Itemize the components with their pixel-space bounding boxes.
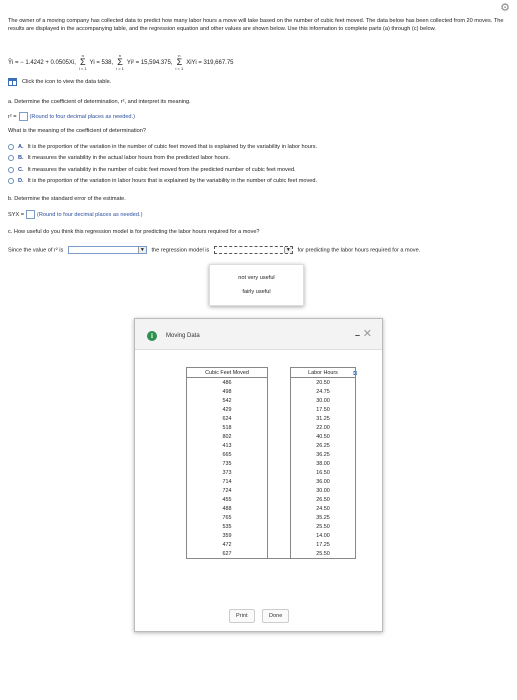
labor-hours-cell: 17.50 bbox=[291, 405, 356, 414]
settings-gear-icon[interactable]: ⚙ bbox=[500, 2, 510, 14]
cubic-feet-cell: 724 bbox=[187, 486, 268, 495]
sigma-icon: n Σ i = 1 bbox=[78, 53, 87, 71]
cubic-feet-cell: 665 bbox=[187, 450, 268, 459]
table-row bbox=[187, 423, 356, 432]
cubic-feet-cell: 627 bbox=[187, 549, 268, 559]
radio-a[interactable] bbox=[8, 144, 14, 150]
done-button[interactable]: Done bbox=[262, 609, 289, 623]
table-header-row bbox=[187, 368, 356, 378]
cubic-feet-cell: 488 bbox=[187, 504, 268, 513]
column-header: Labor Hours bbox=[291, 368, 356, 378]
sum-y: Yi = 538, bbox=[89, 59, 114, 66]
cubic-feet-cell: 498 bbox=[187, 387, 268, 396]
table-row bbox=[187, 378, 356, 388]
syx-label: SYX = bbox=[8, 211, 25, 218]
minimize-icon[interactable]: – bbox=[354, 330, 360, 340]
labor-hours-cell: 30.00 bbox=[291, 486, 356, 495]
labor-hours-cell: 16.50 bbox=[291, 468, 356, 477]
copy-data-icon[interactable]: ⧉ bbox=[353, 371, 358, 377]
close-icon[interactable]: ✕ bbox=[362, 328, 372, 340]
labor-hours-cell: 36.25 bbox=[291, 450, 356, 459]
option-d[interactable]: D. It is the proportion of the variation in labor hours that is explained by the variability in the number of cubic feet moved. bbox=[8, 178, 317, 184]
table-row bbox=[187, 405, 356, 414]
cubic-feet-cell: 518 bbox=[187, 423, 268, 432]
table-row bbox=[187, 441, 356, 450]
data-table-link[interactable] bbox=[8, 78, 111, 86]
labor-hours-cell: 26.50 bbox=[291, 495, 356, 504]
table-row bbox=[187, 387, 356, 396]
labor-hours-cell: 14.00 bbox=[291, 531, 356, 540]
table-row bbox=[187, 459, 356, 468]
sigma-icon: n Σ i = 1 bbox=[175, 53, 184, 71]
labor-hours-cell: 35.25 bbox=[291, 513, 356, 522]
r2-size-select[interactable] bbox=[68, 246, 147, 254]
option-c[interactable]: C. It measures the variability in the number of cubic feet moved from the predicted number of cubic feet moved. bbox=[8, 167, 296, 173]
cubic-feet-cell: 373 bbox=[187, 468, 268, 477]
moving-data-table bbox=[186, 367, 356, 559]
part-c-prompt: c. How useful do you think this regression model is for predicting the labor hours required for a move? bbox=[8, 229, 260, 235]
table-row bbox=[187, 540, 356, 549]
sum-xy: XiYi = 319,667.75 bbox=[186, 59, 234, 66]
part-c-answer-row: Since the value of r² is ▼ the regression model is ▼ for predicting the labor hours required for a move. bbox=[8, 247, 421, 254]
table-row bbox=[187, 495, 356, 504]
cubic-feet-cell: 714 bbox=[187, 477, 268, 486]
table-row bbox=[187, 414, 356, 423]
r2-label: r² = bbox=[8, 113, 17, 120]
modal-title: Moving Data bbox=[166, 333, 200, 339]
table-row bbox=[187, 468, 356, 477]
regression-equation bbox=[8, 54, 234, 71]
meaning-question: What is the meaning of the coefficient of determination? bbox=[8, 128, 146, 134]
labor-hours-cell: 25.50 bbox=[291, 522, 356, 531]
part-a-prompt: a. Determine the coefficient of determination, r², and interpret its meaning. bbox=[8, 99, 191, 105]
cubic-feet-cell: 542 bbox=[187, 396, 268, 405]
table-row bbox=[187, 450, 356, 459]
table-row bbox=[187, 477, 356, 486]
table-row bbox=[187, 432, 356, 441]
radio-c[interactable] bbox=[8, 167, 14, 173]
labor-hours-cell: 38.00 bbox=[291, 459, 356, 468]
labor-hours-cell: 24.50 bbox=[291, 504, 356, 513]
usefulness-dropdown-menu bbox=[209, 264, 304, 306]
radio-b[interactable] bbox=[8, 155, 14, 161]
table-row bbox=[187, 396, 356, 405]
cubic-feet-cell: 765 bbox=[187, 513, 268, 522]
labor-hours-cell: 25.50 bbox=[291, 549, 356, 559]
sigma-icon: n Σ i = 1 bbox=[116, 53, 124, 71]
cubic-feet-cell: 486 bbox=[187, 378, 268, 388]
syx-answer-row bbox=[8, 210, 142, 219]
problem-intro: The owner of a moving company has collected data to predict how many labor hours a move will take based on the number of cubic feet moved. The data below has been collected from 20 moves. The results are displayed in the accompanying table, and the regression equation and other values are shown below. Use this information to complete parts (a) through (c) below. bbox=[8, 18, 504, 32]
cubic-feet-cell: 359 bbox=[187, 531, 268, 540]
cubic-feet-cell: 802 bbox=[187, 432, 268, 441]
cubic-feet-cell: 735 bbox=[187, 459, 268, 468]
round-note: (Round to four decimal places as needed.) bbox=[37, 211, 143, 218]
syx-input[interactable] bbox=[26, 210, 35, 219]
labor-hours-cell: 26.25 bbox=[291, 441, 356, 450]
table-row bbox=[187, 522, 356, 531]
usefulness-select[interactable] bbox=[214, 246, 293, 254]
labor-hours-cell: 30.00 bbox=[291, 396, 356, 405]
r2-input[interactable] bbox=[19, 112, 28, 121]
dropdown-option[interactable]: not very useful bbox=[238, 275, 275, 281]
part-b-prompt: b. Determine the standard error of the estimate. bbox=[8, 196, 126, 202]
cubic-feet-cell: 472 bbox=[187, 540, 268, 549]
regression-line: Ŷi = − 1.4242 + 0.0505Xi, bbox=[8, 59, 76, 66]
cubic-feet-cell: 535 bbox=[187, 522, 268, 531]
column-header: Cubic Feet Moved bbox=[187, 368, 268, 378]
modal-header bbox=[135, 319, 382, 350]
labor-hours-cell: 31.25 bbox=[291, 414, 356, 423]
labor-hours-cell: 20.50 bbox=[291, 378, 356, 388]
data-link-text: Click the icon to view the data table. bbox=[22, 79, 112, 85]
option-a[interactable]: A. It is the proportion of the variation in the number of cubic feet moved that is explained by the variability in labor hours. bbox=[8, 144, 317, 150]
data-table-modal bbox=[134, 318, 383, 632]
labor-hours-cell: 40.50 bbox=[291, 432, 356, 441]
sum-y-squared: Yi² = 15,594.375, bbox=[126, 59, 173, 66]
labor-hours-cell: 22.00 bbox=[291, 423, 356, 432]
table-row bbox=[187, 549, 356, 559]
cubic-feet-cell: 624 bbox=[187, 414, 268, 423]
radio-d[interactable] bbox=[8, 178, 14, 184]
info-icon: i bbox=[147, 331, 157, 341]
round-note: (Round to four decimal places as needed.) bbox=[29, 113, 135, 120]
labor-hours-cell: 36.00 bbox=[291, 477, 356, 486]
dropdown-option[interactable]: fairly useful bbox=[242, 289, 271, 295]
table-row bbox=[187, 504, 356, 513]
data-table-icon[interactable] bbox=[8, 78, 17, 86]
print-button[interactable]: Print bbox=[229, 609, 255, 623]
option-b[interactable]: B. It measures the variability in the actual labor hours from the predicted labor hours. bbox=[8, 155, 230, 161]
chevron-down-icon[interactable]: ▼ bbox=[138, 247, 146, 253]
r2-answer-row bbox=[8, 112, 135, 121]
cubic-feet-cell: 429 bbox=[187, 405, 268, 414]
chevron-down-icon[interactable]: ▼ bbox=[284, 247, 292, 253]
cubic-feet-cell: 413 bbox=[187, 441, 268, 450]
labor-hours-cell: 24.75 bbox=[291, 387, 356, 396]
table-row bbox=[187, 486, 356, 495]
cubic-feet-cell: 455 bbox=[187, 495, 268, 504]
table-row bbox=[187, 513, 356, 522]
table-row bbox=[187, 531, 356, 540]
labor-hours-cell: 17.25 bbox=[291, 540, 356, 549]
